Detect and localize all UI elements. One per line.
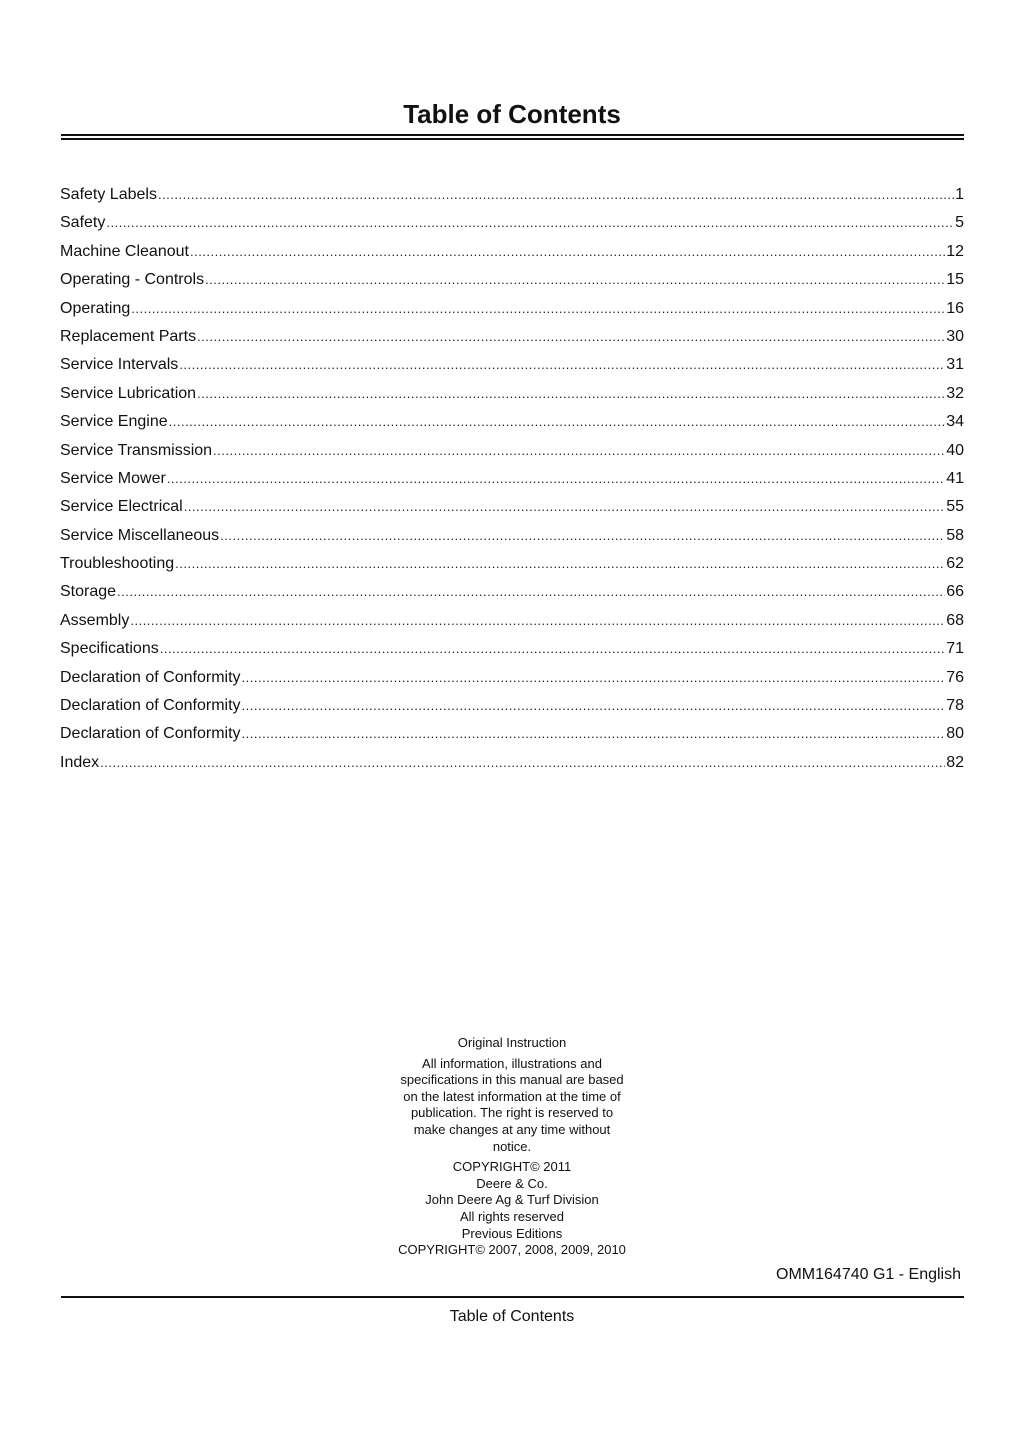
toc-entry[interactable] bbox=[60, 493, 964, 521]
toc-leader-dots bbox=[213, 437, 945, 465]
toc-entry-page: 66 bbox=[946, 583, 964, 601]
toc-entry-page: 58 bbox=[946, 526, 964, 544]
toc-entry-title: Service Intervals bbox=[60, 356, 179, 374]
toc-entry-title: Safety Labels bbox=[60, 186, 157, 203]
copyright-line: COPYRIGHT© 2011 bbox=[452, 1159, 572, 1175]
toc-entry-title: Index bbox=[60, 753, 100, 771]
toc-leader-dots bbox=[242, 720, 946, 748]
copyright-block bbox=[362, 1159, 662, 1259]
toc-entry-page: 80 bbox=[946, 725, 964, 743]
copyright-line: COPYRIGHT© 2007, 2008, 2009, 2010 bbox=[398, 1242, 626, 1258]
toc-leader-dots bbox=[179, 351, 945, 379]
toc-entry[interactable] bbox=[60, 664, 964, 692]
toc-leader-dots bbox=[106, 209, 954, 237]
toc-leader-dots bbox=[242, 692, 946, 720]
toc-entry-page: 1 bbox=[955, 186, 964, 203]
toc-entry[interactable] bbox=[60, 720, 964, 748]
toc-entry-page: 41 bbox=[946, 469, 964, 487]
notice-body-line: make changes at any time without bbox=[413, 1121, 611, 1137]
copyright-line: Previous Editions bbox=[461, 1225, 563, 1241]
toc-entry-page: 32 bbox=[946, 384, 964, 402]
toc-entry-page: 82 bbox=[946, 753, 964, 771]
toc-entry-title: Declaration of Conformity bbox=[60, 668, 241, 686]
notice-body-line: publication. The right is reserved to bbox=[410, 1105, 614, 1121]
footer-section-title: Table of Contents bbox=[449, 1308, 575, 1325]
notice-body-line: specifications in this manual are based bbox=[400, 1072, 624, 1088]
toc-entry-page: 34 bbox=[946, 413, 964, 431]
toc-entry-title: Safety bbox=[60, 214, 106, 232]
toc-leader-dots bbox=[117, 578, 945, 606]
toc-entry-page: 5 bbox=[955, 214, 964, 232]
toc-entry-title: Service Lubrication bbox=[60, 384, 197, 402]
toc-entry[interactable] bbox=[60, 238, 964, 266]
toc-entry-title: Machine Cleanout bbox=[60, 242, 189, 260]
toc-entry[interactable] bbox=[60, 380, 964, 408]
toc-entry-title: Operating - Controls bbox=[60, 271, 205, 289]
toc-entry[interactable] bbox=[60, 408, 964, 436]
toc-entry-title: Troubleshooting bbox=[60, 555, 175, 573]
toc-entry-title: Service Mower bbox=[60, 469, 166, 487]
toc-entry[interactable] bbox=[60, 522, 964, 550]
toc-entry-title: Storage bbox=[60, 583, 117, 601]
toc-list bbox=[60, 181, 964, 777]
toc-entry[interactable] bbox=[60, 351, 964, 379]
copyright-line: Deere & Co. bbox=[476, 1175, 548, 1191]
toc-leader-dots bbox=[184, 493, 946, 521]
toc-entry-page: 12 bbox=[946, 242, 964, 260]
toc-entry[interactable] bbox=[60, 692, 964, 720]
toc-leader-dots bbox=[175, 550, 945, 578]
toc-leader-dots bbox=[158, 181, 954, 209]
toc-entry-title: Service Miscellaneous bbox=[60, 526, 220, 544]
toc-leader-dots bbox=[100, 749, 945, 777]
toc-entry-page: 71 bbox=[946, 640, 964, 658]
toc-entry-page: 76 bbox=[946, 668, 964, 686]
toc-entry-title: Service Electrical bbox=[60, 498, 183, 516]
toc-leader-dots bbox=[160, 635, 945, 663]
document-id: OMM164740 G1 - English bbox=[776, 1266, 961, 1283]
notice-body-line: on the latest information at the time of bbox=[403, 1088, 621, 1104]
page-title: Table of Contents bbox=[403, 99, 621, 129]
toc-leader-dots bbox=[242, 664, 946, 692]
toc-entry[interactable] bbox=[60, 749, 964, 777]
copyright-line: All rights reserved bbox=[459, 1208, 565, 1224]
notice-heading: Original Instruction bbox=[457, 1035, 567, 1050]
footer-rule bbox=[61, 1296, 964, 1298]
toc-entry-page: 62 bbox=[946, 555, 964, 573]
notice-body bbox=[362, 1056, 662, 1156]
copyright-line: John Deere Ag & Turf Division bbox=[425, 1192, 599, 1208]
toc-entry[interactable] bbox=[60, 437, 964, 465]
toc-entry-page: 30 bbox=[946, 327, 964, 345]
toc-entry-title: Specifications bbox=[60, 640, 159, 658]
toc-entry-title: Declaration of Conformity bbox=[60, 697, 241, 715]
toc-entry-page: 15 bbox=[946, 271, 964, 289]
toc-leader-dots bbox=[197, 323, 945, 351]
toc-entry-title: Declaration of Conformity bbox=[60, 725, 241, 743]
toc-entry[interactable] bbox=[60, 465, 964, 493]
toc-entry[interactable] bbox=[60, 266, 964, 294]
toc-leader-dots bbox=[167, 465, 945, 493]
toc-entry-page: 68 bbox=[946, 611, 964, 629]
toc-leader-dots bbox=[169, 408, 946, 436]
toc-entry[interactable] bbox=[60, 295, 964, 323]
toc-entry-page: 55 bbox=[946, 498, 964, 516]
notice-body-line: All information, illustrations and bbox=[422, 1055, 602, 1071]
toc-entry-title: Service Transmission bbox=[60, 441, 213, 459]
toc-entry-title: Replacement Parts bbox=[60, 327, 197, 345]
toc-entry[interactable] bbox=[60, 578, 964, 606]
toc-entry[interactable] bbox=[60, 181, 964, 209]
toc-entry-title: Service Engine bbox=[60, 413, 168, 431]
title-double-rule bbox=[61, 134, 964, 140]
toc-entry[interactable] bbox=[60, 635, 964, 663]
toc-entry[interactable] bbox=[60, 607, 964, 635]
toc-leader-dots bbox=[190, 238, 945, 266]
toc-entry-page: 31 bbox=[946, 356, 964, 374]
toc-entry[interactable] bbox=[60, 209, 964, 237]
notice-body-line: notice. bbox=[492, 1138, 532, 1154]
toc-entry-page: 40 bbox=[946, 441, 964, 459]
toc-leader-dots bbox=[205, 266, 945, 294]
toc-leader-dots bbox=[197, 380, 945, 408]
toc-entry-title: Assembly bbox=[60, 611, 130, 629]
toc-leader-dots bbox=[131, 295, 945, 323]
toc-entry[interactable] bbox=[60, 323, 964, 351]
toc-leader-dots bbox=[130, 607, 945, 635]
toc-entry[interactable] bbox=[60, 550, 964, 578]
toc-entry-title: Operating bbox=[60, 299, 131, 317]
toc-entry-page: 16 bbox=[946, 299, 964, 317]
toc-entry-page: 78 bbox=[946, 697, 964, 715]
toc-leader-dots bbox=[220, 522, 945, 550]
legal-notice bbox=[362, 1035, 662, 1259]
